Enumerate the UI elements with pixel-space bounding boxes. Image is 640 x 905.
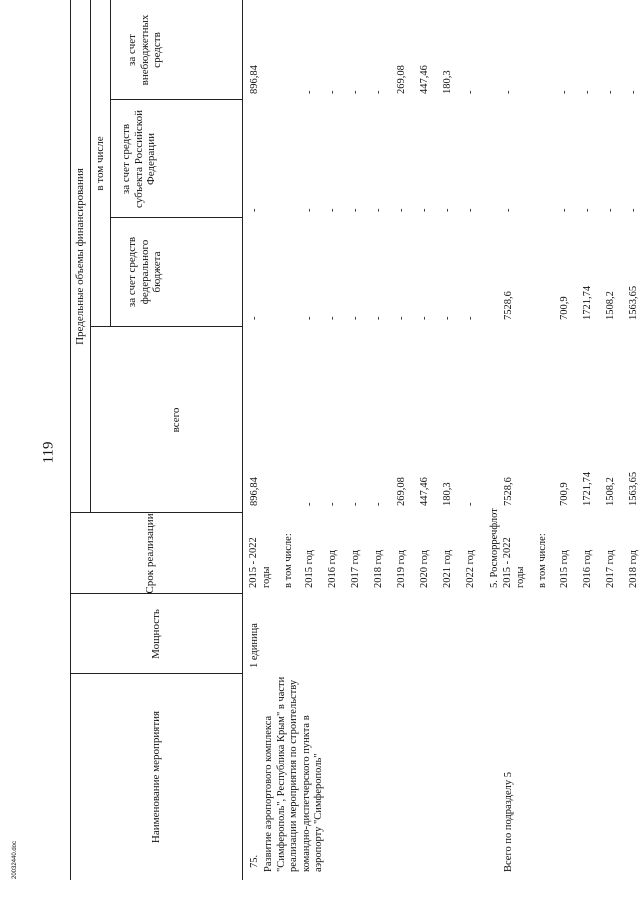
extra-row-7: 180,3	[442, 70, 453, 94]
s5-federal-row-4: 1563,65	[628, 285, 639, 320]
item-name: Развитие аэропортового комплекса "Симферополь", Республика Крым" в части реализации мероприятия по строительству командно-диспетчерского пункта в аэропорту "Симферополь"	[263, 676, 324, 872]
page-number: 119	[40, 441, 57, 463]
regional-row-0: -	[249, 208, 260, 212]
extra-row-2: -	[327, 90, 338, 94]
term-row-2: 2016 год	[327, 550, 338, 588]
extra-row-3: -	[350, 90, 361, 94]
term-row-7: 2021 год	[442, 550, 453, 588]
total-row-6: 447,46	[419, 477, 430, 506]
s5-term-row-1: 2015 год	[559, 550, 570, 588]
header-total: всего	[170, 407, 182, 433]
header-name: Наименование мероприятия	[150, 710, 162, 844]
regional-row-7: -	[442, 208, 453, 212]
regional-row-2: -	[327, 208, 338, 212]
header-extra: за счет внебюджетных средств	[126, 14, 163, 86]
item-number: 75.	[249, 854, 260, 868]
federal-row-5: -	[396, 316, 407, 320]
s5-federal-row-2: 1721,74	[582, 285, 593, 320]
federal-row-1: -	[304, 316, 315, 320]
total-row-3: -	[350, 502, 361, 506]
footer-doc-code: 20032440.doc	[12, 840, 19, 880]
s5-federal-row-0: 7528,6	[503, 291, 514, 320]
col-sep-extra	[110, 99, 242, 100]
s5-including-label: в том числе:	[537, 533, 548, 588]
rotated-table-sheet	[70, 0, 640, 880]
extra-row-6: 447,46	[419, 65, 430, 94]
extra-row-1: -	[304, 90, 315, 94]
s5-extra-row-2: -	[582, 90, 593, 94]
s5-regional-row-0: -	[503, 208, 514, 212]
s5-regional-row-4: -	[628, 208, 639, 212]
s5-term-row-3: 2017 год	[605, 550, 616, 588]
limits-underline	[90, 0, 91, 513]
total-row-8: -	[465, 502, 476, 506]
extra-row-5: 269,08	[396, 65, 407, 94]
regional-row-3: -	[350, 208, 361, 212]
total-row-5: 269,08	[396, 477, 407, 506]
including-label: в том числе:	[283, 533, 294, 588]
term-row-6: 2020 год	[419, 550, 430, 588]
total-row-4: -	[373, 502, 384, 506]
regional-row-1: -	[304, 208, 315, 212]
regional-row-6: -	[419, 208, 430, 212]
s5-regional-row-3: -	[605, 208, 616, 212]
s5-extra-row-3: -	[605, 90, 616, 94]
extra-row-0: 896,84	[249, 65, 260, 94]
s5-regional-row-2: -	[582, 208, 593, 212]
term-row-4: 2018 год	[373, 550, 384, 588]
s5-term-row-2: 2016 год	[582, 550, 593, 588]
s5-federal-row-3: 1508,2	[605, 291, 616, 320]
s5-term-row-0: 2015 - 2022 годы	[502, 537, 526, 588]
including-underline	[110, 0, 111, 327]
total-row-2: -	[327, 502, 338, 506]
s5-total-row-2: 1721,74	[582, 471, 593, 506]
table-header-rule	[242, 0, 243, 880]
term-row-8: 2022 год	[465, 550, 476, 588]
financing-table	[70, 0, 640, 880]
federal-row-2: -	[327, 316, 338, 320]
total-row-7: 180,3	[442, 482, 453, 506]
regional-row-5: -	[396, 208, 407, 212]
s5-extra-row-4: -	[628, 90, 639, 94]
s5-term-row-4: 2018 год	[628, 550, 639, 588]
term-row-5: 2019 год	[396, 550, 407, 588]
federal-row-6: -	[419, 316, 430, 320]
header-regional: за счет средств субъекта Российской Федерации	[120, 110, 157, 208]
col-sep-total	[90, 326, 242, 327]
federal-row-8: -	[465, 316, 476, 320]
header-capacity: Мощность	[150, 609, 162, 659]
total-row-1: -	[304, 502, 315, 506]
federal-row-3: -	[350, 316, 361, 320]
regional-row-8: -	[465, 208, 476, 212]
header-limits: Предельные объемы финансирования	[74, 168, 86, 345]
term-row-0: 2015 - 2022 годы	[248, 537, 272, 588]
item-capacity: 1 единица	[249, 623, 260, 668]
table-top-rule	[70, 0, 71, 880]
federal-row-4: -	[373, 316, 384, 320]
term-row-3: 2017 год	[350, 550, 361, 588]
header-term: Срок реализации	[144, 513, 156, 594]
col-sep-regional	[110, 217, 242, 218]
header-including: в том числе	[94, 136, 106, 191]
s5-federal-row-1: 700,9	[559, 296, 570, 320]
s5-regional-row-1: -	[559, 208, 570, 212]
s5-extra-row-0: -	[503, 90, 514, 94]
section-total-label: Всего по подразделу 5	[503, 771, 514, 872]
extra-row-4: -	[373, 90, 384, 94]
s5-total-row-4: 1563,65	[628, 471, 639, 506]
s5-total-row-1: 700,9	[559, 482, 570, 506]
s5-total-row-0: 7528,6	[503, 477, 514, 506]
s5-extra-row-1: -	[559, 90, 570, 94]
total-row-0: 896,84	[249, 477, 260, 506]
regional-row-4: -	[373, 208, 384, 212]
header-federal: за счет средств федерального бюджета	[126, 236, 163, 308]
extra-row-8: -	[465, 90, 476, 94]
federal-row-0: -	[249, 316, 260, 320]
section-title: 5. Росморречфлот	[489, 508, 500, 588]
term-row-1: 2015 год	[304, 550, 315, 588]
federal-row-7: -	[442, 316, 453, 320]
s5-total-row-3: 1508,2	[605, 477, 616, 506]
